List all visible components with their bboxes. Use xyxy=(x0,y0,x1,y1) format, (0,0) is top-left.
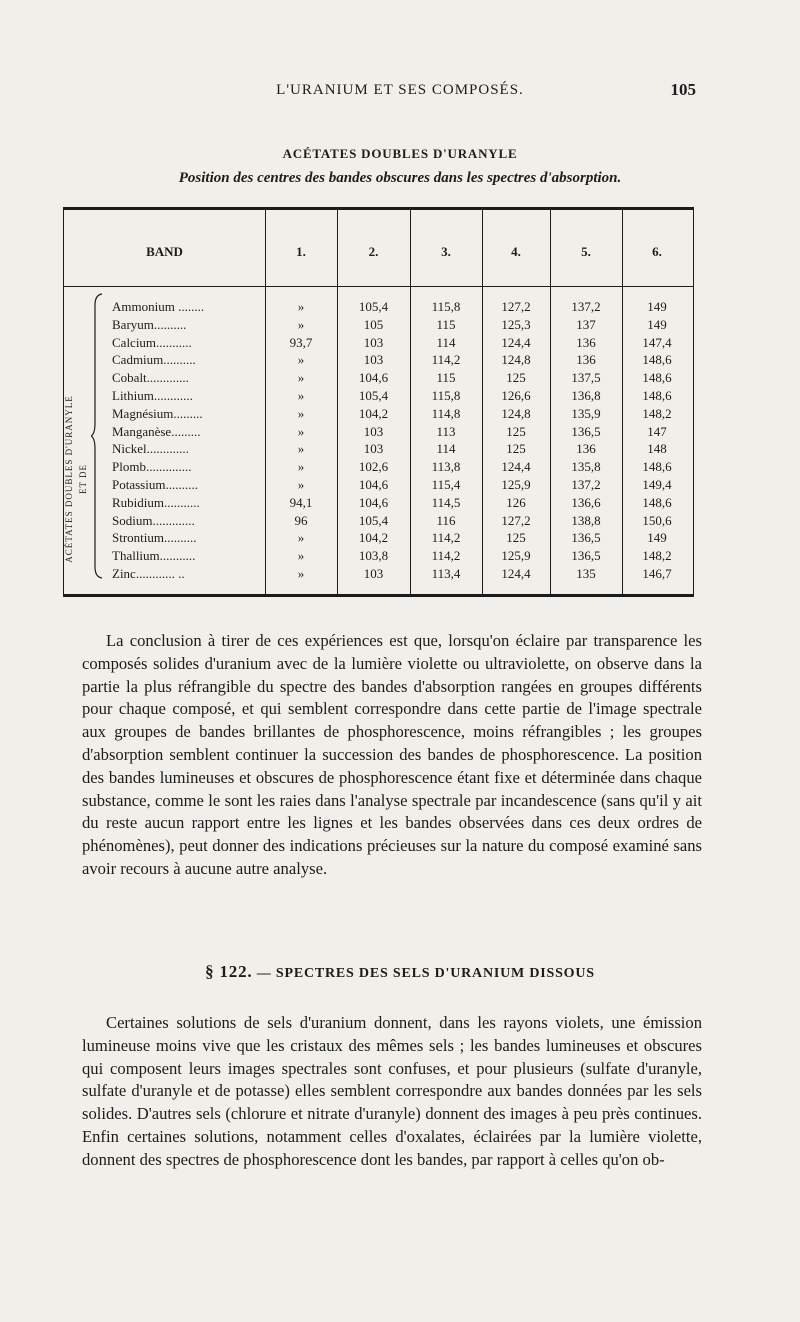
table-cell: » xyxy=(297,423,305,439)
table-cell: 136,5 xyxy=(571,423,601,439)
group-label-line1: ACÉTATES DOUBLES D'URANYLE xyxy=(64,395,74,563)
table-cell: » xyxy=(297,388,305,403)
section-heading xyxy=(0,962,800,982)
table-cell: 148 xyxy=(647,441,667,457)
group-label-line2: ET DE xyxy=(78,463,88,495)
table-cell: 136,6 xyxy=(571,494,601,510)
table-row xyxy=(64,458,692,476)
table-row xyxy=(64,334,692,352)
table-header-rule xyxy=(64,286,693,287)
table-row xyxy=(64,423,692,441)
table-cell: » xyxy=(297,530,305,546)
table-cell: » xyxy=(297,352,305,368)
table-cell: » xyxy=(297,370,305,386)
table-cell: » xyxy=(297,477,305,492)
table-cell: 105,4 xyxy=(358,299,389,314)
table-cell: 125 xyxy=(506,370,526,386)
table-cell: 127,2 xyxy=(501,512,531,528)
absorption-table xyxy=(63,207,694,597)
table-cell: 114 xyxy=(436,334,456,350)
table-cell: 126 xyxy=(506,494,526,510)
table-cell: 147 xyxy=(647,423,667,439)
table-cell: 148,6 xyxy=(642,388,672,403)
table-cell: 103 xyxy=(363,352,384,368)
column-header-2: 2. xyxy=(368,244,379,259)
table-cell: 103 xyxy=(363,441,384,457)
row-label: Cadmium.......... xyxy=(112,352,196,368)
column-header-6: 6. xyxy=(652,244,662,259)
table-cell: » xyxy=(297,459,305,475)
table-cell: 115 xyxy=(436,316,456,332)
table-cell: 125 xyxy=(506,423,526,439)
row-label: Ammonium ........ xyxy=(112,299,205,314)
table-cell: 136 xyxy=(576,352,596,368)
section-dash: — xyxy=(256,966,272,981)
table-row xyxy=(64,440,692,458)
row-label: Thallium........... xyxy=(112,548,196,564)
table-cell: 114,2 xyxy=(431,530,461,546)
table-cell: 114 xyxy=(436,441,456,457)
table-cell: 114,5 xyxy=(431,494,461,510)
table-cell: 148,2 xyxy=(642,405,672,421)
table-cell: 136,5 xyxy=(571,530,601,546)
table-cell: 124,4 xyxy=(501,334,531,350)
table-row xyxy=(64,512,692,530)
table-row xyxy=(64,565,692,583)
table-row xyxy=(64,405,692,423)
table-cell: 103,8 xyxy=(358,548,389,564)
paragraph-conclusion xyxy=(82,630,702,881)
table-cell: 150,6 xyxy=(642,512,672,528)
table-cell: 137,2 xyxy=(571,299,601,314)
paragraph-text: Certaines solutions de sels d'uranium donnent, dans les rayons violets, une émission lumineuse moins vive que les cristaux des mêmes sels ; les bandes lumineuses et obscures qui composent leurs images spectrales sont confuses, et pour plusieurs (sulfate d'uranyle, sulfate d'uranyle et de potasse) elles semblent correspondre aux bandes données par les sels solides. D'autres sels (chlorure et nitrate d'uranyle) donnent des images à peu près continues. Enfin certaines solutions, notamment celles d'oxalates, éclairées par la lumière violette, donnent des spectres de phosphorescence dont les bandes, par rapport à celles qu'on ob- xyxy=(82,1013,702,1169)
table-cell: » xyxy=(297,299,305,314)
table-cell: 149,4 xyxy=(642,477,672,492)
table-cell: 149 xyxy=(647,316,667,332)
page-number: 105 xyxy=(670,80,696,99)
running-head xyxy=(0,80,800,104)
table-cell: 147,4 xyxy=(642,334,672,350)
table-row xyxy=(64,476,692,494)
column-header-3: 3. xyxy=(441,244,451,259)
table-cell: 125,3 xyxy=(501,316,531,332)
row-label: Potassium.......... xyxy=(112,477,198,492)
table-cell: 113,8 xyxy=(431,459,461,475)
table-cell: 136,5 xyxy=(571,548,601,564)
table-cell: 115 xyxy=(436,370,456,386)
table-cell: 103 xyxy=(363,334,384,350)
row-label: Lithium............ xyxy=(112,388,193,403)
table-cell: 149 xyxy=(647,530,667,546)
row-label: Rubidium........... xyxy=(112,494,200,510)
table-cell: 113 xyxy=(436,423,456,439)
table-row xyxy=(64,369,692,387)
table-cell: 135,9 xyxy=(571,405,601,421)
table-cell: 136 xyxy=(576,441,596,457)
table-cell: 148,6 xyxy=(642,370,672,386)
table-cell: 103 xyxy=(363,423,384,439)
row-label: Baryum.......... xyxy=(112,316,187,332)
table-cell: 104,6 xyxy=(358,494,389,510)
section-title: SPECTRES DES SELS D'URANIUM DISSOUS xyxy=(275,966,595,981)
table-cell: 105,4 xyxy=(358,388,389,403)
table-cell: 124,8 xyxy=(501,352,531,368)
table-row xyxy=(64,316,692,334)
table-cell: 116 xyxy=(436,512,456,528)
table-row xyxy=(64,494,692,512)
table-row xyxy=(64,351,692,369)
column-header-5: 5. xyxy=(581,244,591,259)
table-cell: 105 xyxy=(363,316,384,332)
table-cell: 93,7 xyxy=(289,334,313,350)
row-label: Magnésium......... xyxy=(112,405,203,421)
table-cell: 124,4 xyxy=(501,566,531,581)
paragraph-text: La conclusion à tirer de ces expériences est que, lorsqu'on éclaire par transparence les composés solides d'uranium avec de la lumière violette ou ultraviolette, on observe dans la partie la plus réfrangible du spectre des bandes d'absorption rangées en groupes différents pour chaque composé, et qui semblent correspondre dans cette partie de l'image spectrale aux groupes de bandes brillantes de phosphorescence, moins réfrangibles ; les groupes d'absorption semblent continuer la succession des bandes de phosphorescence. La position des bandes lumineuses et obscures de phosphorescence étant fixe et déterminée dans chaque substance, comme le sont les raies dans l'analyse spectrale par incandescence (sans qu'il y ait du reste aucun rapport entre les lignes et les bandes observées dans ces deux ordres de phénomènes), peut donner des indications précieuses sur la nature du composé examiné sans avoir recours à aucune autre analyse. xyxy=(82,631,702,878)
table-cell: 115,8 xyxy=(431,299,461,314)
table-cell: 125,9 xyxy=(501,477,531,492)
table-title: ACÉTATES DOUBLES D'URANYLE xyxy=(282,146,518,161)
paragraph-solutions xyxy=(82,1012,702,1172)
table-cell: 127,2 xyxy=(501,299,531,314)
table-cell: 137,5 xyxy=(571,370,601,386)
table-cell: 125,9 xyxy=(501,548,531,564)
table-cell: » xyxy=(297,566,305,581)
table-cell: 124,4 xyxy=(501,459,531,475)
table-cell: 148,6 xyxy=(642,352,672,368)
table-cell: 126,6 xyxy=(501,388,531,403)
row-label: Strontium.......... xyxy=(112,530,197,546)
table-cell: 135,8 xyxy=(571,459,601,475)
table-cell: 124,8 xyxy=(501,405,531,421)
table-cell: 148,6 xyxy=(642,494,672,510)
row-label: Zinc............ .. xyxy=(112,566,185,581)
table-cell: » xyxy=(297,548,305,564)
table-cell: 137,2 xyxy=(571,477,601,492)
table-cell: » xyxy=(297,441,305,457)
row-label: Plomb.............. xyxy=(112,459,192,475)
table-cell: 94,1 xyxy=(289,494,313,510)
running-title: L'URANIUM ET SES COMPOSÉS. xyxy=(276,82,524,98)
column-header-band: BAND xyxy=(146,244,183,259)
table-cell: 136,8 xyxy=(571,388,601,403)
table-cell: 104,6 xyxy=(358,477,389,492)
table-cell: 137 xyxy=(576,316,596,332)
table-cell: 138,8 xyxy=(571,512,601,528)
table-cell: » xyxy=(297,405,305,421)
table-cell: 105,4 xyxy=(358,512,389,528)
table-cell: 102,6 xyxy=(358,459,389,475)
table-cell: 104,2 xyxy=(358,530,389,546)
table-cell: 148,6 xyxy=(642,459,672,475)
table-cell: 104,6 xyxy=(358,370,389,386)
table-row xyxy=(64,387,692,405)
table-cell: 113,4 xyxy=(431,566,461,581)
table-cell: » xyxy=(297,316,305,332)
row-label: Manganèse......... xyxy=(112,423,201,439)
column-header-1: 1. xyxy=(296,244,306,259)
row-label: Nickel............. xyxy=(112,441,189,457)
table-cell: 135 xyxy=(576,566,596,581)
table-row xyxy=(64,529,692,547)
table-cell: 103 xyxy=(363,566,384,581)
column-header-4: 4. xyxy=(511,244,521,259)
table-cell: 104,2 xyxy=(358,405,389,421)
table-cell: 114,2 xyxy=(431,352,461,368)
row-label: Cobalt............. xyxy=(112,370,189,386)
table-cell: 125 xyxy=(506,530,526,546)
table-cell: 114,8 xyxy=(431,405,461,421)
table-row xyxy=(64,547,692,565)
table-cell: 149 xyxy=(647,299,667,314)
table-cell: 96 xyxy=(294,512,308,528)
table-cell: 115,4 xyxy=(431,477,461,492)
table-cell: 115,8 xyxy=(431,388,461,403)
row-label: Calcium........... xyxy=(112,334,192,350)
section-number: § 122. xyxy=(205,962,253,981)
table-row xyxy=(64,298,692,316)
table-cell: 148,2 xyxy=(642,548,672,564)
row-label: Sodium............. xyxy=(112,512,195,528)
table-cell: 114,2 xyxy=(431,548,461,564)
table-cell: 136 xyxy=(576,334,596,350)
table-cell: 125 xyxy=(506,441,526,457)
table-cell: 146,7 xyxy=(642,566,672,581)
table-subtitle: Position des centres des bandes obscures dans les spectres d'absorption. xyxy=(178,170,622,186)
